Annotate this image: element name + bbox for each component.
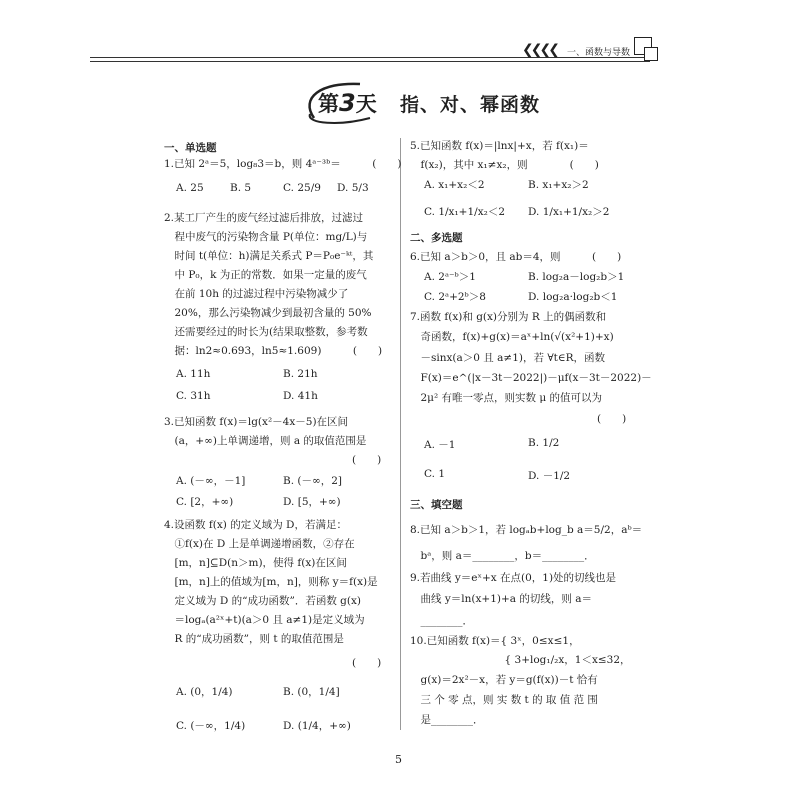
q3-line: 3.已知函数 f(x)＝lg(x²－4x－5)在区间 [164,416,349,428]
q4-line: [m，n]⊆D(n＞m)，使得 f(x)在区间 [164,557,347,569]
section-multiple-choice: 二、多选题 [410,232,463,244]
q2-line: 据：ln2≈0.693，ln5≈1.609) ( ) [164,345,383,357]
q7-line: 2μ² 有唯一零点，则实数 μ 的值可以为 [410,392,603,404]
q7-line: －sinx(a＞0 且 a≠1)，若 ∀t∈R，函数 [410,352,606,364]
q6-option-d: D. log₂a·log₂b＜1 [528,291,618,303]
q9-line: 9.若曲线 y＝eˣ+x 在点(0，1)处的切线也是 [410,572,617,584]
q7-paren: ( ) [597,413,627,425]
q10-line: g(x)＝2x²－x，若 y＝g(f(x))－t 恰有 [410,674,598,686]
q2-line: 20%，那么污染物减少到最初含量的 50% [164,307,372,319]
q8-line: 8.已知 a＞b＞1，若 logₐb+log_b a＝5/2，aᵇ＝ [410,524,643,536]
q3-option-a: A. (－∞，－1] [176,475,246,487]
q5-option-d: D. 1/x₁+1/x₂＞2 [528,206,610,218]
q1-option-b: B. 5 [230,182,252,194]
q1-option-d: D. 5/3 [337,182,369,194]
section-fill-in: 三、填空题 [410,499,463,511]
column-divider [400,138,401,730]
page-title [300,78,540,128]
q2-line: 程中废气的污染物含量 P(单位：mg/L)与 [164,231,368,243]
q2-line: 还需要经过的时长为(结果取整数，参考数 [164,326,368,338]
chevron-left-icon: ❮❮❮❮ [522,42,557,58]
q4-line: ①f(x)在 D 上是单调递增函数，②存在 [164,538,355,550]
q3-paren: ( ) [352,454,382,466]
q4-line: R 的“成功函数”，则 t 的取值范围是 [164,633,344,645]
section-single-choice: 一、单选题 [164,142,217,154]
q5-option-a: A. x₁+x₂＜2 [424,179,485,191]
q1-line: 1.已知 2ᵃ＝5，log₈3＝b，则 4ᵃ⁻³ᵇ＝ ( ) [164,158,402,170]
q7-line: 7.函数 f(x)和 g(x)分别为 R 上的偶函数和 [410,311,607,323]
q4-option-c: C. (－∞，1/4) [176,720,246,732]
q6-line: 6.已知 a＞b＞0，且 ab＝4，则 ( ) [410,251,622,263]
page-number: 5 [395,753,402,766]
q4-line: 定义域为 D 的“成功函数”．若函数 g(x) [164,595,362,607]
q5-option-b: B. x₁+x₂＞2 [528,179,589,191]
q2-line: 在前 10h 的过滤过程中污染物减少了 [164,288,349,300]
q4-line: ＝logₐ(a²ˣ+t)(a＞0 且 a≠1)是定义域为 [164,614,365,626]
q3-option-b: B. (－∞，2] [283,475,343,487]
q7-line: F(x)＝e^(|x－3t－2022|)－μf(x－3t－2022)－ [410,372,652,384]
q10-line: 是________． [410,714,484,726]
q2-option-c: C. 31h [176,390,211,402]
q2-option-a: A. 11h [176,368,211,380]
q10-line: 三 个 零 点，则 实 数 t 的 取 值 范 围 [410,694,598,706]
q6-option-b: B. log₂a－log₂b＞1 [528,271,625,283]
q7-option-c: C. 1 [424,468,446,480]
title-day-number: 3 [339,89,356,117]
title-day [318,88,377,118]
q2-option-d: D. 41h [283,390,318,402]
q1-option-a: A. 25 [176,182,204,194]
title-day-suffix: 天 [355,92,377,116]
q9-line: 曲线 y＝ln(x+1)+a 的切线，则 a＝ [410,593,592,605]
q2-line: 2.某工厂产生的废气经过滤后排放，过滤过 [164,212,364,224]
q3-option-c: C. [2，+∞) [176,496,234,508]
header-rule-bottom [90,61,650,62]
q10-line: 10.已知函数 f(x)＝{ 3ˣ，0≤x≤1， [410,635,580,647]
q8-line: bᵃ，则 a＝________，b＝________． [410,550,595,562]
header-rule-top [90,57,650,58]
q6-option-a: A. 2ᵃ⁻ᵇ＞1 [424,271,476,283]
title-day-prefix: 第 [318,92,339,116]
q4-option-a: A. (0，1/4) [176,686,233,698]
q4-option-b: B. (0，1/4] [283,686,340,698]
q10-line: { 3+log₁/₂x，1＜x≤32， [410,654,631,666]
title-topic: 指、对、幂函数 [400,94,541,116]
q7-option-d: D. －1/2 [528,470,571,482]
q2-option-b: B. 21h [283,368,318,380]
q2-line: 时间 t(单位：h)满足关系式 P＝P₀e⁻ᵏᵗ，其 [164,250,374,262]
q7-line: 奇函数，f(x)+g(x)＝aˣ+ln(√(x²+1)+x) [410,331,614,343]
q4-paren: ( ) [352,657,382,669]
q4-option-d: D. (1/4，+∞) [283,720,351,732]
q9-line: ________． [410,615,473,627]
q1-option-c: C. 25/9 [283,182,321,194]
q5-option-c: C. 1/x₁+1/x₂＜2 [424,206,506,218]
q4-line: [m，n]上的值域为[m，n]，则称 y＝f(x)是 [164,576,378,588]
q3-option-d: D. [5，+∞) [283,496,341,508]
q3-line: (a，+∞)上单调递增，则 a 的取值范围是 [164,435,367,447]
q2-line: 中 P₀，k 为正的常数．如果一定量的废气 [164,269,367,281]
q5-line: 5.已知函数 f(x)＝|lnx|+x，若 f(x₁)＝ [410,140,589,152]
chapter-label: 一、函数与导数 [567,48,631,58]
q5-line: f(x₂)，其中 x₁≠x₂，则 ( ) [410,159,599,171]
corner-square-small-icon [644,47,658,61]
q4-line: 4.设函数 f(x) 的定义域为 D，若满足： [164,519,347,531]
q7-option-a: A. －1 [424,439,456,451]
q7-option-b: B. 1/2 [528,437,560,449]
q6-option-c: C. 2ᵃ+2ᵇ＞8 [424,291,486,303]
